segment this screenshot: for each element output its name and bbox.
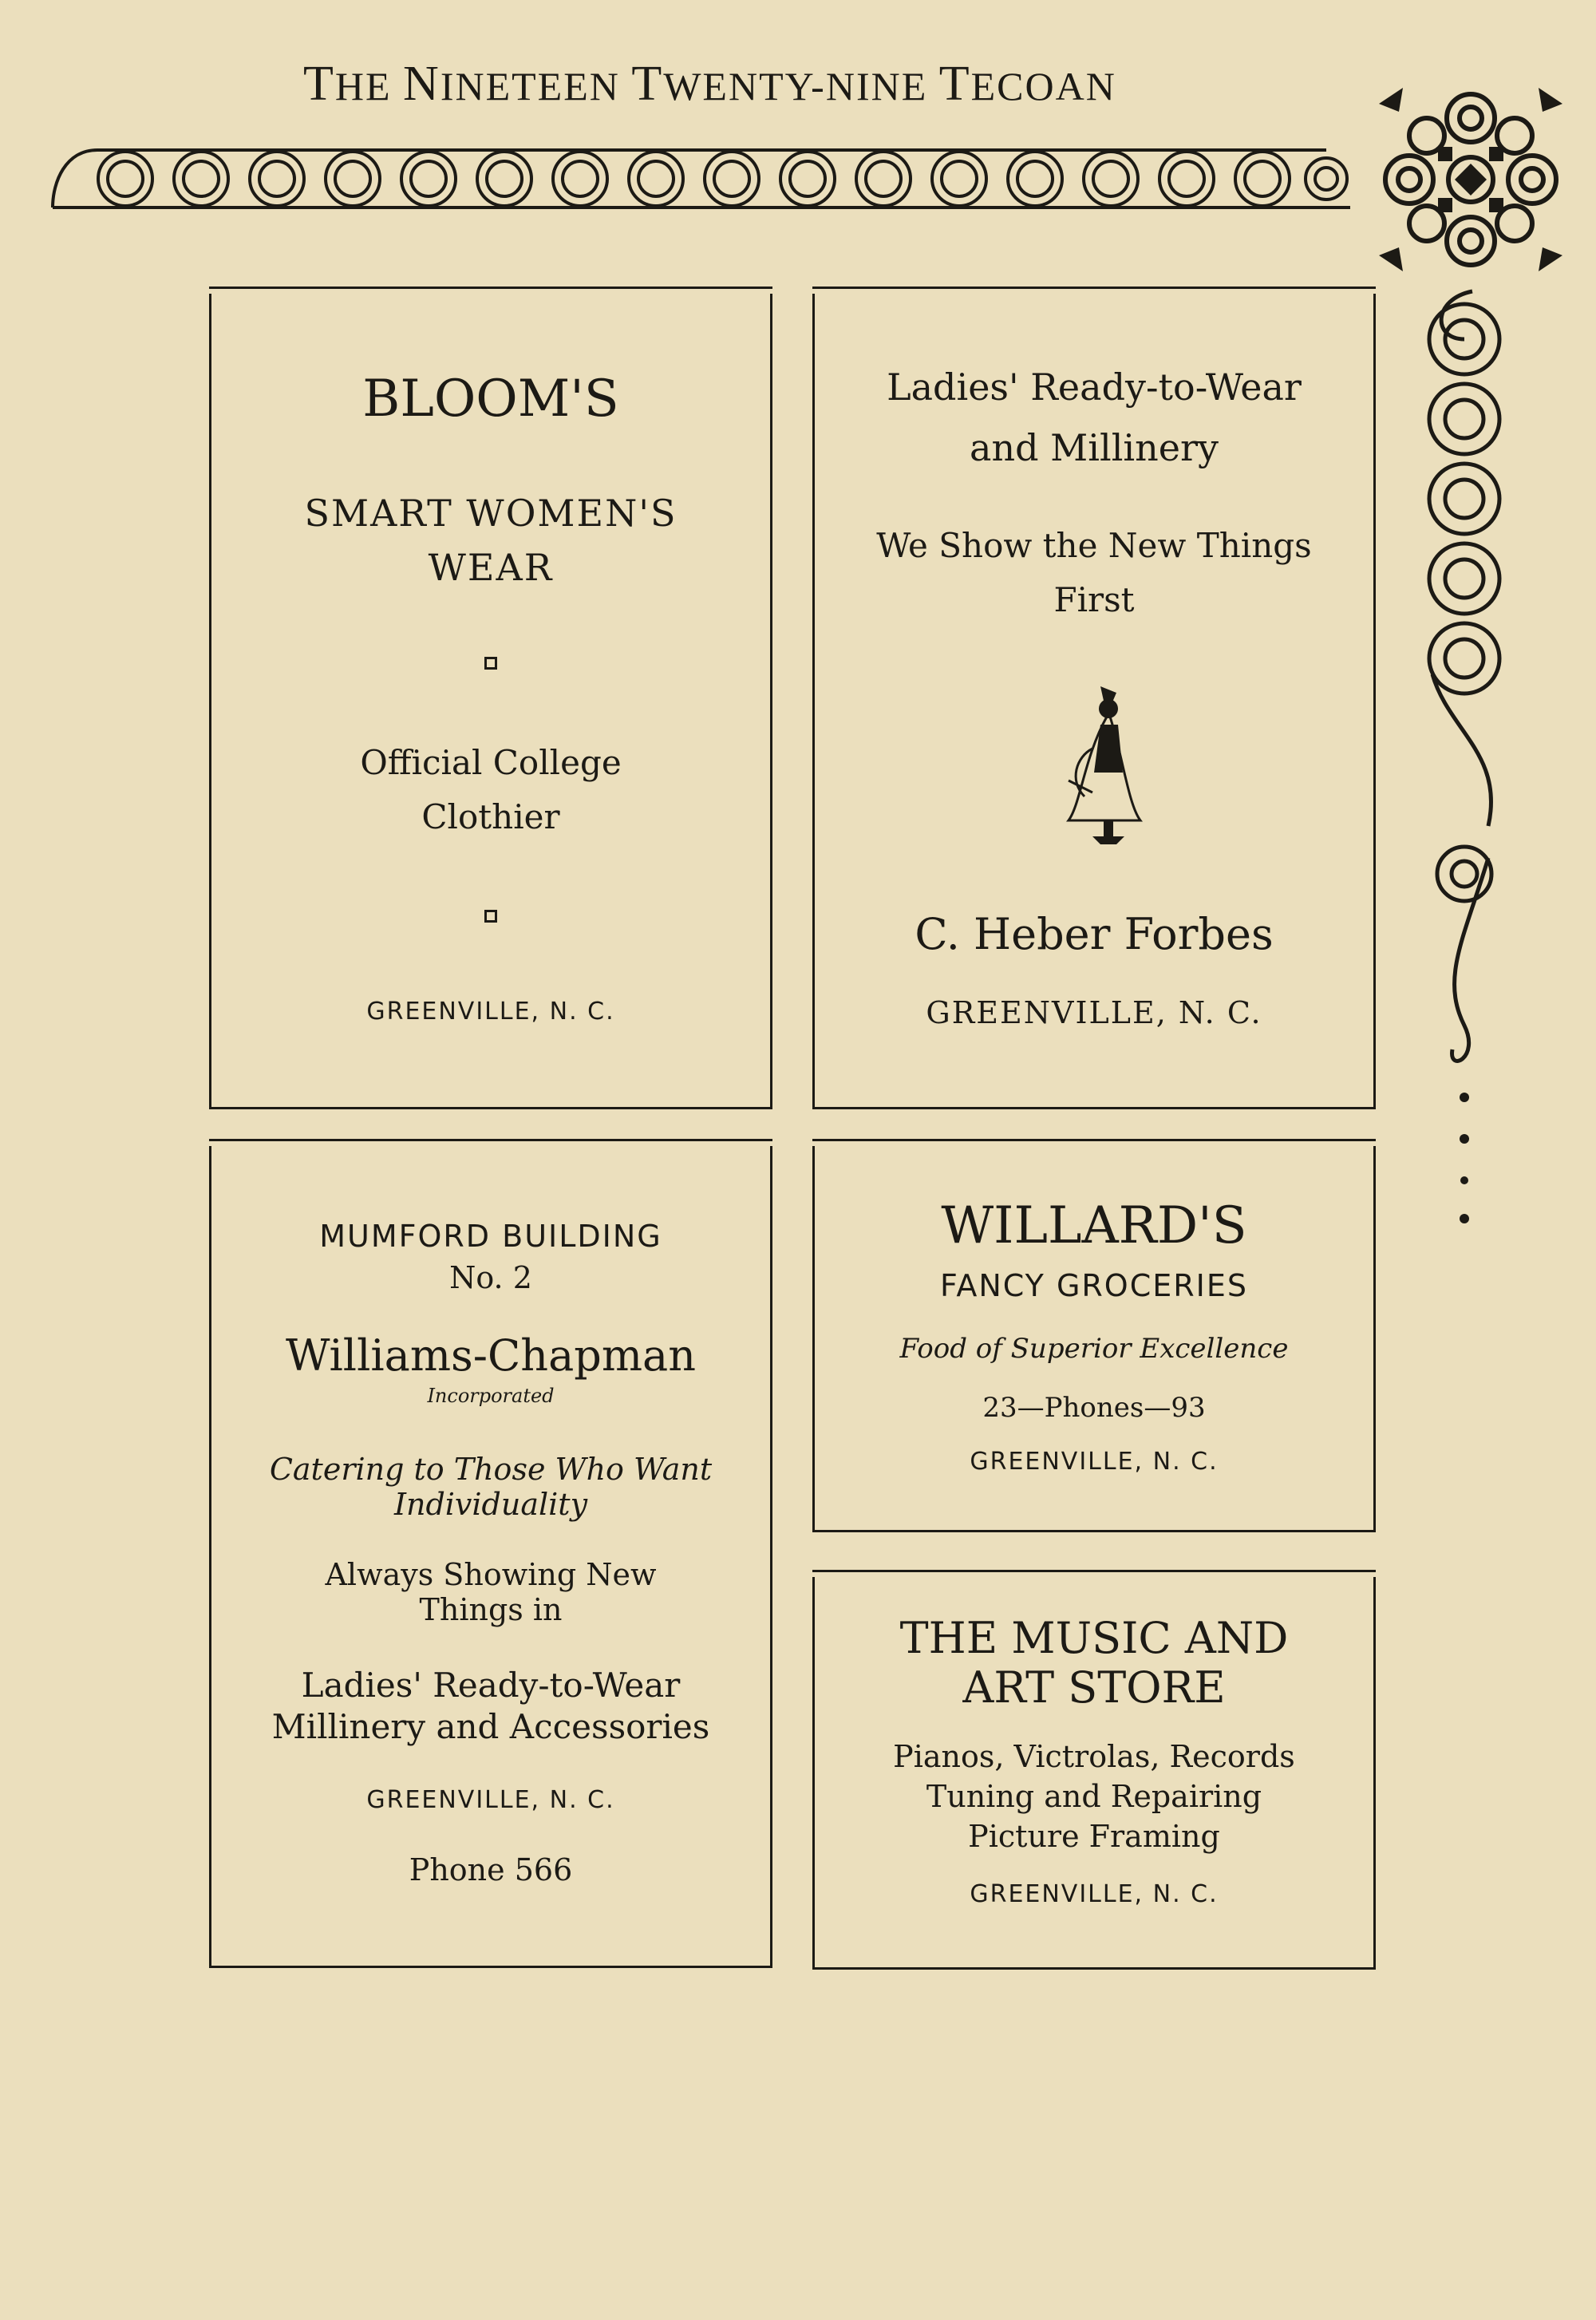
ad-music-art-store bbox=[812, 1577, 1376, 1970]
header-initial-1: T bbox=[303, 57, 335, 111]
williams-incorporated: Incorporated bbox=[427, 1385, 555, 1407]
williams-name: Williams-Chapman bbox=[285, 1330, 697, 1381]
ad-blooms bbox=[209, 294, 772, 1109]
header-initial-4: T bbox=[938, 57, 971, 111]
header-word-3: WENTY-NINE bbox=[663, 64, 939, 109]
music-line-5: Picture Framing bbox=[968, 1819, 1220, 1854]
music-line-3: Pianos, Victrolas, Records bbox=[893, 1739, 1295, 1774]
lady-figure-illustration bbox=[1061, 685, 1148, 852]
header-word-1: HE bbox=[334, 64, 404, 109]
williams-line-2: No. 2 bbox=[449, 1260, 532, 1295]
blooms-line-2: WEAR bbox=[428, 546, 554, 589]
forbes-line-1: Ladies' Ready-to-Wear bbox=[887, 366, 1302, 409]
ad-heber-forbes bbox=[812, 294, 1376, 1109]
square-bullet-icon bbox=[484, 910, 497, 923]
willards-name: WILLARD'S bbox=[941, 1196, 1247, 1255]
ad-williams-chapman bbox=[209, 1146, 772, 1968]
williams-line-1: MUMFORD BUILDING bbox=[319, 1219, 662, 1254]
forbes-line-2: and Millinery bbox=[970, 426, 1219, 469]
page-header-title bbox=[303, 56, 1141, 112]
forbes-city: GREENVILLE, N. C. bbox=[926, 995, 1262, 1030]
music-city: GREENVILLE, N. C. bbox=[970, 1880, 1219, 1908]
williams-line-4: Individuality bbox=[393, 1487, 588, 1522]
willards-city: GREENVILLE, N. C. bbox=[970, 1448, 1219, 1476]
music-line-2: ART STORE bbox=[962, 1662, 1226, 1713]
blooms-line-4: Clothier bbox=[421, 797, 560, 836]
williams-line-8: Millinery and Accessories bbox=[271, 1707, 710, 1746]
williams-line-3: Catering to Those Who Want bbox=[269, 1452, 713, 1487]
williams-line-6: Things in bbox=[419, 1592, 563, 1627]
side-scroll-ornament bbox=[1416, 283, 1512, 1241]
willards-line-1: FANCY GROCERIES bbox=[940, 1268, 1248, 1303]
music-line-4: Tuning and Repairing bbox=[926, 1779, 1262, 1814]
willards-line-2: Food of Superior Excellence bbox=[899, 1333, 1289, 1365]
forbes-line-4: First bbox=[1053, 580, 1135, 619]
forbes-line-3: We Show the New Things bbox=[876, 526, 1312, 565]
williams-line-7: Ladies' Ready-to-Wear bbox=[301, 1666, 681, 1705]
header-word-4: ECOAN bbox=[970, 64, 1116, 109]
williams-phone: Phone 566 bbox=[409, 1852, 573, 1887]
williams-line-5: Always Showing New bbox=[325, 1557, 657, 1592]
willards-line-3: 23—Phones—93 bbox=[982, 1392, 1206, 1424]
square-bullet-icon bbox=[484, 657, 497, 670]
williams-city: GREENVILLE, N. C. bbox=[366, 1786, 615, 1814]
corner-medallion-ornament bbox=[1371, 80, 1570, 279]
forbes-name: C. Heber Forbes bbox=[915, 909, 1274, 959]
ad-willards bbox=[812, 1146, 1376, 1532]
header-word-2: INETEEN bbox=[440, 64, 632, 109]
scroll-border-ornament bbox=[49, 134, 1366, 222]
blooms-city: GREENVILLE, N. C. bbox=[366, 998, 615, 1026]
blooms-line-1: SMART WOMEN'S bbox=[304, 492, 678, 535]
blooms-line-3: Official College bbox=[360, 743, 622, 782]
header-initial-3: T bbox=[631, 57, 664, 111]
blooms-name: BLOOM'S bbox=[362, 370, 619, 429]
music-line-1: THE MUSIC AND bbox=[899, 1613, 1289, 1663]
header-initial-2: N bbox=[403, 57, 440, 111]
